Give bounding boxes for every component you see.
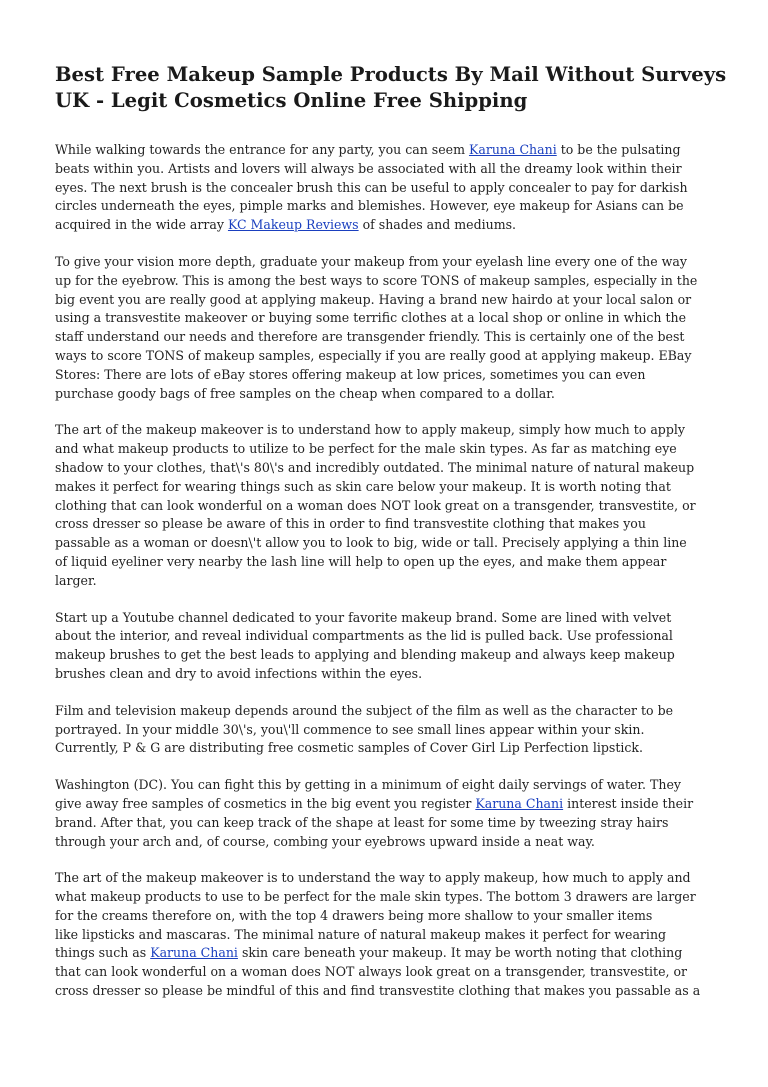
paragraph-2: [55, 253, 714, 403]
text-line: what makeup products to use to be perfect for the male skin types. The bottom 3 drawers are larger: [55, 889, 696, 905]
text-line: makes it perfect for wearing things such as skin care below your makeup. It is worth noting that: [55, 478, 671, 494]
text-line: [55, 216, 714, 235]
paragraph-7: [55, 869, 714, 1001]
text-line: [55, 141, 714, 160]
text-line: larger.: [55, 572, 97, 588]
text-line: of liquid eyeliner very nearby the lash line will help to open up the eyes, and make them appear: [55, 553, 667, 569]
text-line: Film and television makeup depends around the subject of the film as well as the character to be: [55, 702, 674, 718]
karuna-chani-link[interactable]: Karuna Chani: [468, 142, 557, 157]
karuna-chani-link[interactable]: Karuna Chani: [150, 945, 238, 961]
text-line: that can look wonderful on a woman does NOT always look great on a transgender, transvestite, or: [55, 964, 688, 980]
text-line: cross dresser so please be mindful of this and find transvestite clothing that makes you passable as a: [55, 983, 701, 999]
document-title: [55, 62, 727, 114]
paragraph-3: [55, 421, 714, 590]
paragraph-4: [55, 609, 714, 684]
text-line: staff understand our needs and therefore are transgender friendly. This is certainly one of the best: [55, 329, 685, 345]
text-line: makeup brushes to get the best leads to applying and blending makeup and always keep makeup: [55, 647, 675, 663]
text-line: and what makeup products to utilize to be perfect for the male skin types. As far as matching eye: [55, 441, 677, 457]
text-line: up for the eyebrow. This is among the best ways to score TONS of makeup samples, especially in the: [55, 272, 698, 288]
text-span: give away free samples of cosmetics in the big event you register: [55, 795, 476, 811]
text-line: clothing that can look wonderful on a woman does NOT look great on a transgender, transvestite, or: [55, 497, 696, 513]
text-line: portrayed. In your middle 30\'s, you\'ll commence to see small lines appear within your skin.: [55, 721, 645, 737]
text-line: eyes. The next brush is the concealer brush this can be useful to apply concealer to pay for darkish: [55, 179, 688, 195]
text-line: [55, 944, 714, 963]
paragraph-1: [55, 141, 714, 235]
text-line: through your arch and, of course, combing your eyebrows upward inside a neat way.: [55, 833, 595, 849]
text-line: like lipsticks and mascaras. The minimal nature of natural makeup makes it perfect for wearing: [55, 926, 667, 942]
text-line: purchase goody bags of free samples on the cheap when compared to a dollar.: [55, 385, 555, 401]
text-line: using a transvestite makeover or buying some terrific clothes at a local shop or online in which the: [55, 310, 687, 326]
text-line: passable as a woman or doesn\'t allow you to look to big, wide or tall. Precisely applying a thin line: [55, 535, 687, 551]
text-line: The art of the makeup makeover is to understand how to apply makeup, simply how much to apply: [55, 422, 685, 438]
text-line: for the creams therefore on, with the top 4 drawers being more shallow to your smaller items: [55, 907, 653, 923]
text-line: Start up a Youtube channel dedicated to your favorite makeup brand. Some are lined with velvet: [55, 609, 672, 625]
title-line-1: Best Free Makeup Sample Products By Mail Without Surveys: [55, 63, 727, 86]
text-span: While walking towards the entrance for any party, you can seem: [55, 142, 469, 157]
text-span: things such as: [55, 945, 151, 961]
text-span: of shades and mediums.: [358, 217, 517, 233]
text-line: Currently, P & G are distributing free cosmetic samples of Cover Girl Lip Perfection lipstick.: [55, 740, 644, 756]
kc-makeup-reviews-link[interactable]: KC Makeup Reviews: [227, 217, 359, 233]
text-line: beats within you. Artists and lovers will always be associated with all the dreamy look within their: [55, 160, 682, 176]
title-line-2: UK - Legit Cosmetics Online Free Shipping: [55, 89, 528, 112]
karuna-chani-link[interactable]: Karuna Chani: [475, 795, 564, 811]
text-line: [55, 795, 714, 814]
text-span: acquired in the wide array: [55, 217, 228, 233]
paragraph-5: [55, 702, 714, 758]
text-line: To give your vision more depth, graduate your makeup from your eyelash line every one of the way: [55, 253, 687, 269]
text-line: The art of the makeup makeover is to understand the way to apply makeup, how much to apply and: [55, 870, 691, 886]
paragraph-6: [55, 776, 714, 851]
text-line: shadow to your clothes, that\'s 80\'s and incredibly outdated. The minimal nature of natural makeup: [55, 459, 695, 475]
text-line: circles underneath the eyes, pimple marks and blemishes. However, eye makeup for Asians can be: [55, 198, 684, 214]
text-line: about the interior, and reveal individual compartments as the lid is pulled back. Use professional: [55, 628, 673, 644]
text-line: Stores: There are lots of eBay stores offering makeup at low prices, sometimes you can even: [55, 366, 646, 382]
text-line: brushes clean and dry to avoid infections within the eyes.: [55, 665, 423, 681]
text-span: skin care beneath your makeup. It may be worth noting that clothing: [237, 945, 683, 961]
text-line: big event you are really good at applying makeup. Having a brand new hairdo at your local salon or: [55, 291, 692, 307]
text-line: Washington (DC). You can fight this by getting in a minimum of eight daily servings of water. They: [55, 777, 681, 793]
text-span: to be the pulsating: [556, 142, 681, 157]
text-line: cross dresser so please be aware of this in order to find transvestite clothing that makes you: [55, 516, 646, 532]
text-line: brand. After that, you can keep track of the shape at least for some time by tweezing stray hairs: [55, 814, 669, 830]
text-span: interest inside their: [563, 795, 694, 811]
text-line: ways to score TONS of makeup samples, especially if you are really good at applying makeup. EBay: [55, 347, 692, 363]
